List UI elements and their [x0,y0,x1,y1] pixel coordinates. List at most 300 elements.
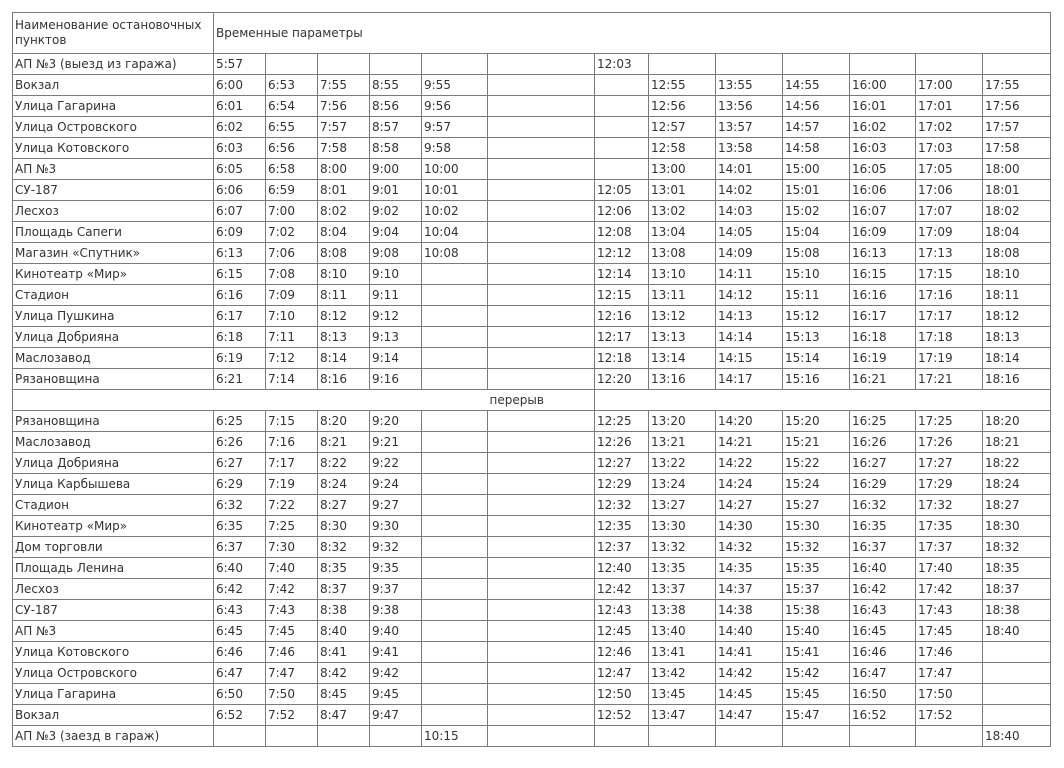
time-cell: 13:08 [649,243,716,264]
time-cell: 12:26 [595,432,649,453]
time-cell: 12:46 [595,642,649,663]
time-cell: 14:40 [716,621,783,642]
time-cell: 16:47 [850,663,916,684]
time-cell: 9:41 [370,642,422,663]
time-cell: 12:40 [595,558,649,579]
time-cell: 6:21 [214,369,266,390]
time-cell [488,726,595,747]
time-cell: 12:03 [595,54,649,75]
stop-name-cell: Кинотеатр «Мир» [13,516,214,537]
time-cell: 18:16 [983,369,1051,390]
stop-name-cell: Маслозавод [13,432,214,453]
time-cell: 17:16 [916,285,983,306]
time-cell: 13:40 [649,621,716,642]
time-cell: 13:47 [649,705,716,726]
stop-name-cell: АП №3 (заезд в гараж) [13,726,214,747]
time-cell [488,579,595,600]
time-cell: 10:00 [422,159,488,180]
time-cell: 6:06 [214,180,266,201]
time-cell: 7:22 [266,495,318,516]
time-cell: 18:38 [983,600,1051,621]
time-cell [595,159,649,180]
time-cell: 14:01 [716,159,783,180]
time-cell: 17:56 [983,96,1051,117]
time-cell: 9:58 [422,138,488,159]
time-cell: 16:19 [850,348,916,369]
time-cell: 17:50 [916,684,983,705]
time-cell: 12:55 [649,75,716,96]
time-cell: 12:08 [595,222,649,243]
time-cell: 8:56 [370,96,422,117]
time-cell: 12:14 [595,264,649,285]
time-cell: 8:00 [318,159,370,180]
time-cell [488,180,595,201]
time-cell: 18:21 [983,432,1051,453]
time-cell: 7:43 [266,600,318,621]
stop-name-cell: Улица Гагарина [13,96,214,117]
time-cell: 13:14 [649,348,716,369]
schedule-row [13,495,1051,516]
time-cell: 16:43 [850,600,916,621]
schedule-row [13,54,1051,75]
stop-name-cell: АП №3 [13,621,214,642]
time-cell: 15:08 [783,243,850,264]
time-cell: 18:14 [983,348,1051,369]
time-cell: 7:11 [266,327,318,348]
time-cell: 7:46 [266,642,318,663]
time-cell: 14:47 [716,705,783,726]
time-cell [783,726,850,747]
time-cell: 7:16 [266,432,318,453]
time-cell: 13:20 [649,411,716,432]
time-cell [488,432,595,453]
time-cell: 9:22 [370,453,422,474]
time-cell: 7:17 [266,453,318,474]
break-right-cell [595,390,1051,411]
schedule-row [13,264,1051,285]
schedule-row [13,684,1051,705]
time-cell: 16:09 [850,222,916,243]
time-cell [488,369,595,390]
time-cell: 17:05 [916,159,983,180]
time-cell: 6:00 [214,75,266,96]
schedule-row [13,96,1051,117]
header-row [13,13,1051,54]
time-cell: 12:06 [595,201,649,222]
time-cell: 12:15 [595,285,649,306]
time-cell: 12:25 [595,411,649,432]
bus-schedule-table [12,12,1051,747]
time-cell: 6:58 [266,159,318,180]
time-cell: 13:37 [649,579,716,600]
time-cell: 17:18 [916,327,983,348]
time-cell: 9:40 [370,621,422,642]
time-cell: 8:11 [318,285,370,306]
time-cell: 10:01 [422,180,488,201]
time-cell: 8:10 [318,264,370,285]
time-cell: 6:27 [214,453,266,474]
time-cell: 6:42 [214,579,266,600]
time-cell [488,621,595,642]
time-cell: 7:14 [266,369,318,390]
time-cell: 7:57 [318,117,370,138]
time-cell [422,474,488,495]
time-cell [422,327,488,348]
time-cell: 15:12 [783,306,850,327]
time-cell [422,369,488,390]
schedule-row [13,642,1051,663]
time-cell: 13:10 [649,264,716,285]
time-cell [422,579,488,600]
stop-name-cell: Улица Котовского [13,642,214,663]
time-cell: 16:06 [850,180,916,201]
time-cell: 7:42 [266,579,318,600]
time-cell: 8:42 [318,663,370,684]
time-cell: 7:58 [318,138,370,159]
time-cell: 13:57 [716,117,783,138]
time-cell: 6:32 [214,495,266,516]
time-cell: 8:41 [318,642,370,663]
time-cell: 17:46 [916,642,983,663]
time-cell: 14:35 [716,558,783,579]
time-cell: 8:22 [318,453,370,474]
time-cell [488,642,595,663]
break-left-cell [13,390,488,411]
time-cell: 14:05 [716,222,783,243]
time-cell: 7:02 [266,222,318,243]
stop-name-cell: Вокзал [13,75,214,96]
time-cell [488,558,595,579]
time-cell [783,54,850,75]
time-cell: 13:58 [716,138,783,159]
time-cell: 10:02 [422,201,488,222]
time-cell: 9:13 [370,327,422,348]
time-cell: 13:24 [649,474,716,495]
time-cell: 14:12 [716,285,783,306]
time-cell: 8:16 [318,369,370,390]
time-cell: 16:25 [850,411,916,432]
time-cell: 15:27 [783,495,850,516]
schedule-row [13,243,1051,264]
time-cell: 16:02 [850,117,916,138]
time-cell: 12:05 [595,180,649,201]
time-cell: 6:54 [266,96,318,117]
time-cell: 12:57 [649,117,716,138]
time-cell: 18:00 [983,159,1051,180]
time-cell: 18:01 [983,180,1051,201]
time-cell: 13:42 [649,663,716,684]
time-cell: 16:50 [850,684,916,705]
time-cell: 9:38 [370,600,422,621]
time-cell: 15:04 [783,222,850,243]
time-cell: 7:10 [266,306,318,327]
time-cell [318,726,370,747]
time-cell: 18:22 [983,453,1051,474]
time-cell: 6:02 [214,117,266,138]
stop-name-cell: Улица Гагарина [13,684,214,705]
time-cell: 16:17 [850,306,916,327]
time-cell: 8:37 [318,579,370,600]
time-cell: 14:11 [716,264,783,285]
time-cell: 16:16 [850,285,916,306]
time-cell: 7:56 [318,96,370,117]
time-cell: 18:08 [983,243,1051,264]
stop-name-cell: Улица Карбышева [13,474,214,495]
time-cell: 8:02 [318,201,370,222]
time-cell: 14:56 [783,96,850,117]
schedule-row [13,705,1051,726]
time-cell: 9:42 [370,663,422,684]
time-cell: 17:07 [916,201,983,222]
stop-name-cell: АП №3 (выезд из гаража) [13,54,214,75]
schedule-row [13,579,1051,600]
time-cell: 14:58 [783,138,850,159]
time-cell: 17:09 [916,222,983,243]
time-cell: 8:20 [318,411,370,432]
schedule-row [13,222,1051,243]
time-cell [716,54,783,75]
time-cell: 16:00 [850,75,916,96]
time-cell [266,54,318,75]
time-cell: 9:30 [370,516,422,537]
time-cell: 16:13 [850,243,916,264]
time-cell: 8:08 [318,243,370,264]
time-cell: 13:30 [649,516,716,537]
time-cell: 15:16 [783,369,850,390]
time-cell: 5:57 [214,54,266,75]
time-cell: 7:45 [266,621,318,642]
time-cell [422,600,488,621]
time-cell: 8:35 [318,558,370,579]
time-cell: 17:13 [916,243,983,264]
time-cell: 18:02 [983,201,1051,222]
time-cell: 9:12 [370,306,422,327]
time-cell: 6:05 [214,159,266,180]
time-cell: 9:04 [370,222,422,243]
schedule-row [13,453,1051,474]
time-cell: 16:42 [850,579,916,600]
time-cell [488,264,595,285]
time-cell: 6:03 [214,138,266,159]
break-label: перерыв [488,390,595,411]
time-cell: 16:21 [850,369,916,390]
stop-name-cell: Рязановщина [13,411,214,432]
time-cell: 8:58 [370,138,422,159]
time-cell: 17:01 [916,96,983,117]
time-cell: 16:35 [850,516,916,537]
time-cell: 8:32 [318,537,370,558]
time-cell: 6:15 [214,264,266,285]
time-cell: 13:45 [649,684,716,705]
time-cell: 6:59 [266,180,318,201]
time-cell: 17:03 [916,138,983,159]
time-cell: 13:55 [716,75,783,96]
schedule-row [13,159,1051,180]
time-cell: 15:42 [783,663,850,684]
stop-name-cell: Улица Добрияна [13,453,214,474]
time-cell: 18:32 [983,537,1051,558]
time-cell: 17:45 [916,621,983,642]
time-cell [266,726,318,747]
time-cell: 17:32 [916,495,983,516]
schedule-container [12,12,1051,747]
time-cell [488,474,595,495]
time-cell [850,54,916,75]
time-cell [488,222,595,243]
time-cell: 12:18 [595,348,649,369]
time-cell [488,117,595,138]
time-cell: 9:01 [370,180,422,201]
time-cell: 16:07 [850,201,916,222]
time-cell: 17:25 [916,411,983,432]
time-cell: 14:15 [716,348,783,369]
time-cell [850,726,916,747]
time-cell [370,54,422,75]
time-cell [488,516,595,537]
time-cell: 6:16 [214,285,266,306]
time-cell: 8:24 [318,474,370,495]
time-cell: 14:41 [716,642,783,663]
time-cell: 15:00 [783,159,850,180]
time-cell [595,96,649,117]
time-cell [488,600,595,621]
time-cell: 16:05 [850,159,916,180]
schedule-row [13,558,1051,579]
time-cell: 16:15 [850,264,916,285]
time-cell: 6:26 [214,432,266,453]
stop-name-cell: Маслозавод [13,348,214,369]
time-cell: 16:18 [850,327,916,348]
time-cell: 9:21 [370,432,422,453]
time-cell: 15:30 [783,516,850,537]
time-cell: 15:10 [783,264,850,285]
stop-name-cell: Вокзал [13,705,214,726]
time-cell: 7:40 [266,558,318,579]
time-cell: 13:21 [649,432,716,453]
time-cell: 14:13 [716,306,783,327]
time-cell: 17:21 [916,369,983,390]
schedule-row [13,201,1051,222]
time-cell: 15:47 [783,705,850,726]
schedule-row [13,726,1051,747]
schedule-row [13,432,1051,453]
schedule-row [13,537,1051,558]
time-cell: 14:42 [716,663,783,684]
time-cell [488,96,595,117]
time-cell: 13:27 [649,495,716,516]
stop-name-cell: СУ-187 [13,600,214,621]
time-cell: 17:47 [916,663,983,684]
time-cell [488,537,595,558]
time-cell: 17:29 [916,474,983,495]
time-cell: 16:46 [850,642,916,663]
time-cell [983,642,1051,663]
time-cell: 16:52 [850,705,916,726]
time-cell [716,726,783,747]
time-cell: 13:22 [649,453,716,474]
time-cell: 7:12 [266,348,318,369]
time-cell: 17:57 [983,117,1051,138]
time-cell: 18:30 [983,516,1051,537]
time-cell: 17:43 [916,600,983,621]
stop-name-cell: Дом торговли [13,537,214,558]
time-cell: 18:37 [983,579,1051,600]
time-cell: 9:45 [370,684,422,705]
schedule-row [13,285,1051,306]
time-cell: 18:27 [983,495,1051,516]
time-cell: 14:27 [716,495,783,516]
time-cell: 9:20 [370,411,422,432]
time-cell: 17:19 [916,348,983,369]
time-cell: 10:08 [422,243,488,264]
time-cell: 12:35 [595,516,649,537]
stop-name-cell: СУ-187 [13,180,214,201]
time-cell: 7:15 [266,411,318,432]
time-cell: 15:41 [783,642,850,663]
time-cell: 15:22 [783,453,850,474]
time-cell: 17:02 [916,117,983,138]
time-cell: 6:46 [214,642,266,663]
time-cell [488,306,595,327]
time-cell: 16:29 [850,474,916,495]
time-cell: 14:32 [716,537,783,558]
time-cell: 6:25 [214,411,266,432]
time-cell: 13:38 [649,600,716,621]
time-cell: 7:00 [266,201,318,222]
time-cell: 17:26 [916,432,983,453]
time-cell [488,138,595,159]
time-cell: 6:55 [266,117,318,138]
time-cell [488,201,595,222]
time-cell: 18:11 [983,285,1051,306]
time-cell: 14:55 [783,75,850,96]
time-cell: 9:16 [370,369,422,390]
time-cell: 13:11 [649,285,716,306]
time-cell: 18:24 [983,474,1051,495]
time-cell [595,726,649,747]
time-cell: 6:13 [214,243,266,264]
time-cell: 17:15 [916,264,983,285]
time-cell [983,705,1051,726]
time-params-header: Временные параметры [214,13,1051,54]
time-cell: 12:12 [595,243,649,264]
time-cell: 15:32 [783,537,850,558]
time-cell: 9:14 [370,348,422,369]
time-cell: 6:50 [214,684,266,705]
time-cell: 13:00 [649,159,716,180]
time-cell: 6:09 [214,222,266,243]
time-cell: 17:17 [916,306,983,327]
time-cell: 6:43 [214,600,266,621]
time-cell: 13:32 [649,537,716,558]
time-cell [422,285,488,306]
time-cell: 18:13 [983,327,1051,348]
time-cell: 12:50 [595,684,649,705]
time-cell [422,621,488,642]
time-cell: 15:02 [783,201,850,222]
time-cell: 6:56 [266,138,318,159]
stop-name-cell: Лесхоз [13,201,214,222]
stop-name-cell: Улица Пушкина [13,306,214,327]
time-cell [488,684,595,705]
time-cell: 12:17 [595,327,649,348]
time-cell: 16:26 [850,432,916,453]
time-cell [488,705,595,726]
time-cell [595,75,649,96]
time-cell: 7:08 [266,264,318,285]
time-cell: 6:07 [214,201,266,222]
time-cell: 6:35 [214,516,266,537]
